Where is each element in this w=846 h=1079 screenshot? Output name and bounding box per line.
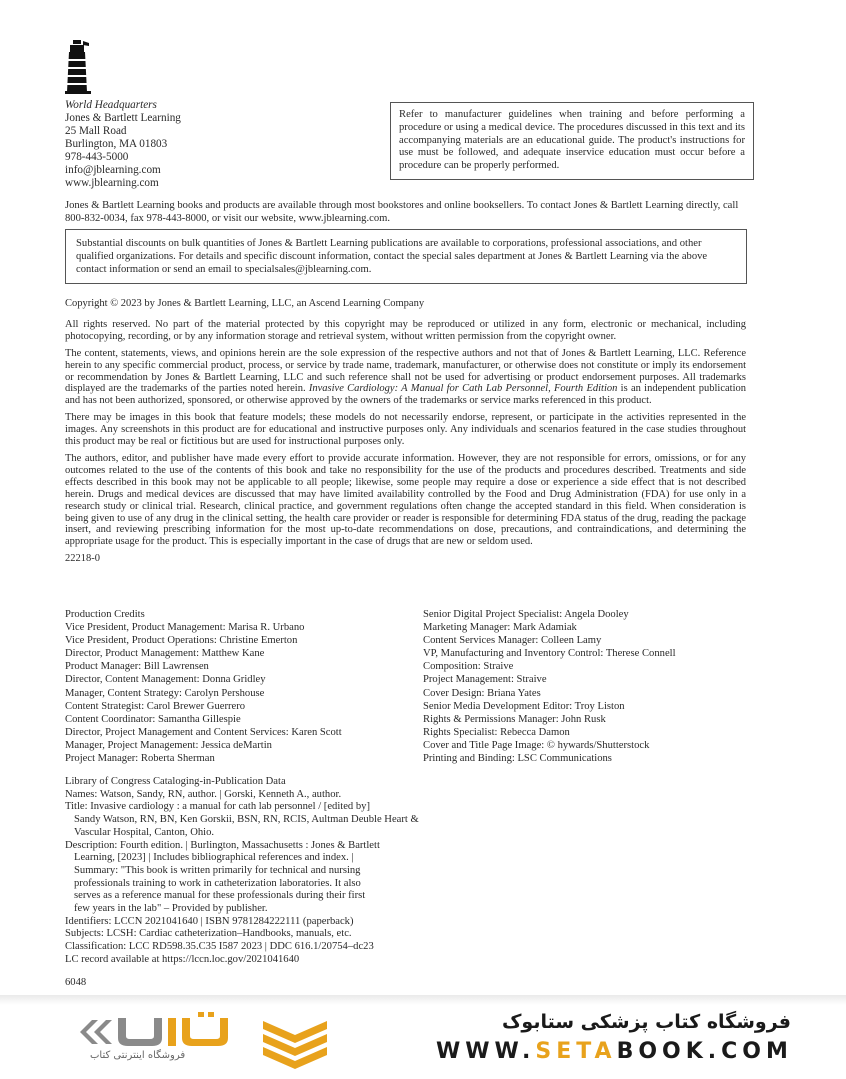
- chevron-stack-icon: [259, 1017, 331, 1069]
- cip-description: serves as a reference manual for these professionals during their first: [74, 890, 366, 902]
- credit-line: Composition: Straive: [423, 661, 514, 673]
- credit-line: Director, Content Management: Donna Gridley: [65, 674, 266, 686]
- cip-subjects: Subjects: LCSH: Cardiac catheterization–Handbooks, manuals, etc.: [65, 928, 352, 940]
- cip-description: few years in the lab" – Provided by publisher.: [74, 903, 268, 915]
- url-prefix: WWW.: [436, 1039, 536, 1064]
- hq-line: 25 Mall Road: [65, 125, 127, 137]
- content-statement-paragraph: [65, 348, 746, 408]
- credit-line: Project Manager: Roberta Sherman: [65, 753, 215, 765]
- credits-heading: Production Credits: [65, 609, 145, 620]
- url-highlight: SETA: [535, 1039, 617, 1064]
- cip-description: Summary: "This book is written primarily for technical and nursing: [74, 864, 361, 876]
- credit-line: Director, Project Management and Content Services: Karen Scott: [65, 726, 342, 738]
- credit-line: Content Coordinator: Samantha Gillespie: [65, 713, 241, 725]
- hq-line: Jones & Bartlett Learning: [65, 112, 181, 124]
- credit-line: Vice President, Product Operations: Christine Emerton: [65, 635, 298, 647]
- legal-text: [65, 298, 746, 570]
- credit-line: Marketing Manager: Mark Adamiak: [423, 622, 577, 634]
- lighthouse-logo-icon: [63, 40, 93, 94]
- cip-title: Vascular Hospital, Canton, Ohio.: [74, 826, 215, 838]
- production-credits-right: [423, 608, 753, 765]
- brand-subtitle: فروشگاه اینترنتی کتاب: [90, 1050, 186, 1061]
- book-title-italic: Invasive Cardiology: A Manual for Cath Lab Personnel, Fourth Edition: [308, 383, 618, 395]
- cip-description: Learning, [2023] | Includes bibliographical references and index. |: [74, 852, 354, 864]
- images-statement-paragraph: There may be images in this book that feature models; these models do not necessarily endorse, represent, or participate in the activities represented in the images. Any screenshots in this product are for educational and instructive purposes only. Any individuals and scenarios featured in the case studies throughout this product may be real or fictitious but are used for instructional purposes only.: [65, 412, 746, 448]
- bulk-discount-notice: Substantial discounts on bulk quantities of Jones & Bartlett Learning publications are available to corporations, professional associations, and other qualified organizations. For details and specific discount information, contact the special sales department at Jones & Bartlett Learning via the above contact information or send an email to specialsales@jblearning.com.: [65, 229, 747, 284]
- cip-title: Sandy Watson, RN, BN, Ken Gorskii, BSN, RN, RCIS, Aultman Deuble Heart &: [74, 814, 419, 826]
- credit-line: Cover and Title Page Image: © hywards/Shutterstock: [423, 739, 650, 751]
- hq-title: World Headquarters: [65, 99, 157, 111]
- bottom-code: 6048: [65, 977, 87, 988]
- production-credits-left: [65, 608, 415, 765]
- cip-description: Description: Fourth edition. | Burlington, Massachusetts : Jones & Bartlett: [65, 839, 380, 851]
- credit-line: Senior Media Development Editor: Troy Liston: [423, 700, 625, 712]
- cip-names: Names: Watson, Sandy, RN, author. | Gorski, Kenneth A., author.: [65, 788, 342, 800]
- cip-identifiers: Identifiers: LCCN 2021041640 | ISBN 9781284222111 (paperback): [65, 915, 354, 927]
- credit-line: Director, Product Management: Matthew Kane: [65, 648, 265, 660]
- store-url[interactable]: [436, 1039, 793, 1064]
- credit-line: Manager, Content Strategy: Carolyn Pershouse: [65, 687, 265, 699]
- url-suffix: BOOK.COM: [616, 1039, 793, 1064]
- cip-heading: Library of Congress Cataloging-in-Publication Data: [65, 776, 286, 787]
- cataloging-data: [65, 776, 465, 967]
- hq-line: 978-443-5000: [65, 151, 129, 163]
- copyright-line: Copyright © 2023 by Jones & Bartlett Learning, LLC, an Ascend Learning Company: [65, 298, 425, 309]
- credit-line: Project Management: Straive: [423, 674, 547, 686]
- credit-line: Vice President, Product Management: Marisa R. Urbano: [65, 622, 305, 634]
- content-statement-text: is an independent publication and has not been authorized, sponsored, or otherwise approved by the owners of the trademarks or service marks referenced in this product.: [65, 383, 746, 407]
- credit-line: Senior Digital Project Specialist: Angela Dooley: [423, 609, 629, 620]
- credit-line: Content Services Manager: Colleen Lamy: [423, 635, 602, 647]
- banner-shade: [0, 995, 846, 1005]
- responsibility-paragraph: The authors, editor, and publisher have made every effort to provide accurate information. However, they are not responsible for errors, omissions, or for any outcomes related to the use of the contents of this book and take no responsibility for the use of the products and procedures described. Treatments and side effects described in this book may not be applicable to all people; likewise, some people may require a dose or experience a side effect that is not described herein. Drugs and medical devices are discussed that may have limited availability controlled by the Food and Drug Administration (FDA) for use only in a research study or clinical trial. Research, clinical practice, and government regulations often change the accepted standard in this field. When consideration is being given to use of any drug in the clinical setting, the health care provider or reader is responsible for determining FDA status of the drug, reading the package insert, and reviewing prescribing information for the most up-to-date recommendations on dose, precautions, and contraindications, and determining the appropriate usage for the product. This is especially important in the case of drugs that are new or seldom used.: [65, 452, 746, 548]
- hq-line: Burlington, MA 01803: [65, 138, 168, 150]
- credit-line: Rights Specialist: Rebecca Damon: [423, 726, 570, 738]
- credit-line: Content Strategist: Carol Brewer Guerrero: [65, 700, 246, 712]
- availability-paragraph: Jones & Bartlett Learning books and products are available through most bookstores and online booksellers. To contact Jones & Bartlett Learning directly, call 800-832-0034, fax 978-443-8000, or visit our website, www.jblearning.com.: [65, 200, 739, 224]
- credit-line: Manager, Project Management: Jessica deMartin: [65, 739, 272, 751]
- headquarters-address: [65, 99, 181, 190]
- rights-paragraph: All rights reserved. No part of the material protected by this copyright may be reproduced or utilized in any form, electronic or mechanical, including photocopying, recording, or by any information storage and retrieval system, without written permission from the copyright owner.: [65, 318, 746, 342]
- credit-line: Product Manager: Bill Lawrensen: [65, 661, 209, 673]
- credit-line: Rights & Permissions Manager: John Rusk: [423, 713, 606, 725]
- hq-website: www.jblearning.com: [65, 177, 159, 189]
- credit-line: VP, Manufacturing and Inventory Control: Therese Connell: [423, 648, 676, 660]
- store-banner: [0, 995, 846, 1079]
- cip-lc-record: LC record available at https://lccn.loc.gov/2021041640: [65, 953, 300, 965]
- setabook-brand-logo-icon: [78, 1012, 258, 1052]
- credit-line: Printing and Binding: LSC Communications: [423, 753, 612, 765]
- store-name: فروشگاه کتاب پزشکی ستابوک: [501, 1011, 791, 1033]
- hq-email: info@jblearning.com: [65, 164, 161, 176]
- credit-line: Cover Design: Briana Yates: [423, 687, 541, 699]
- cip-title: Title: Invasive cardiology : a manual for cath lab personnel / [edited by]: [65, 801, 370, 813]
- cip-description: professionals training to work in catheterization laboratories. It also: [74, 877, 361, 889]
- cip-classification: Classification: LCC RD598.35.C35 I587 2023 | DDC 616.1/20754–dc23: [65, 941, 374, 953]
- print-code: 22218-0: [65, 553, 100, 565]
- content-statement-text: The content, statements, views, and opinions herein are the sole expression of the respective authors and not that of Jones & Bartlett Learning, LLC. Reference herein to any specific commercial product, process, or service by trade name, trademark, manufacturer, or otherwise does not constitute or imply its endorsement or recommendation by Jones & Bartlett Learning, LLC and such reference shall not be used for advertising or product endorsement purposes. All trademarks displayed are the trademarks of the parties noted herein.: [65, 347, 746, 395]
- manufacturer-guidelines-notice: Refer to manufacturer guidelines when training and before performing a procedure or using a medical device. The procedures discussed in this text and its accompanying materials are an educational guide. The product's instructions for use must be followed, and adequate inservice education must occur before a procedure can be properly performed.: [390, 102, 754, 180]
